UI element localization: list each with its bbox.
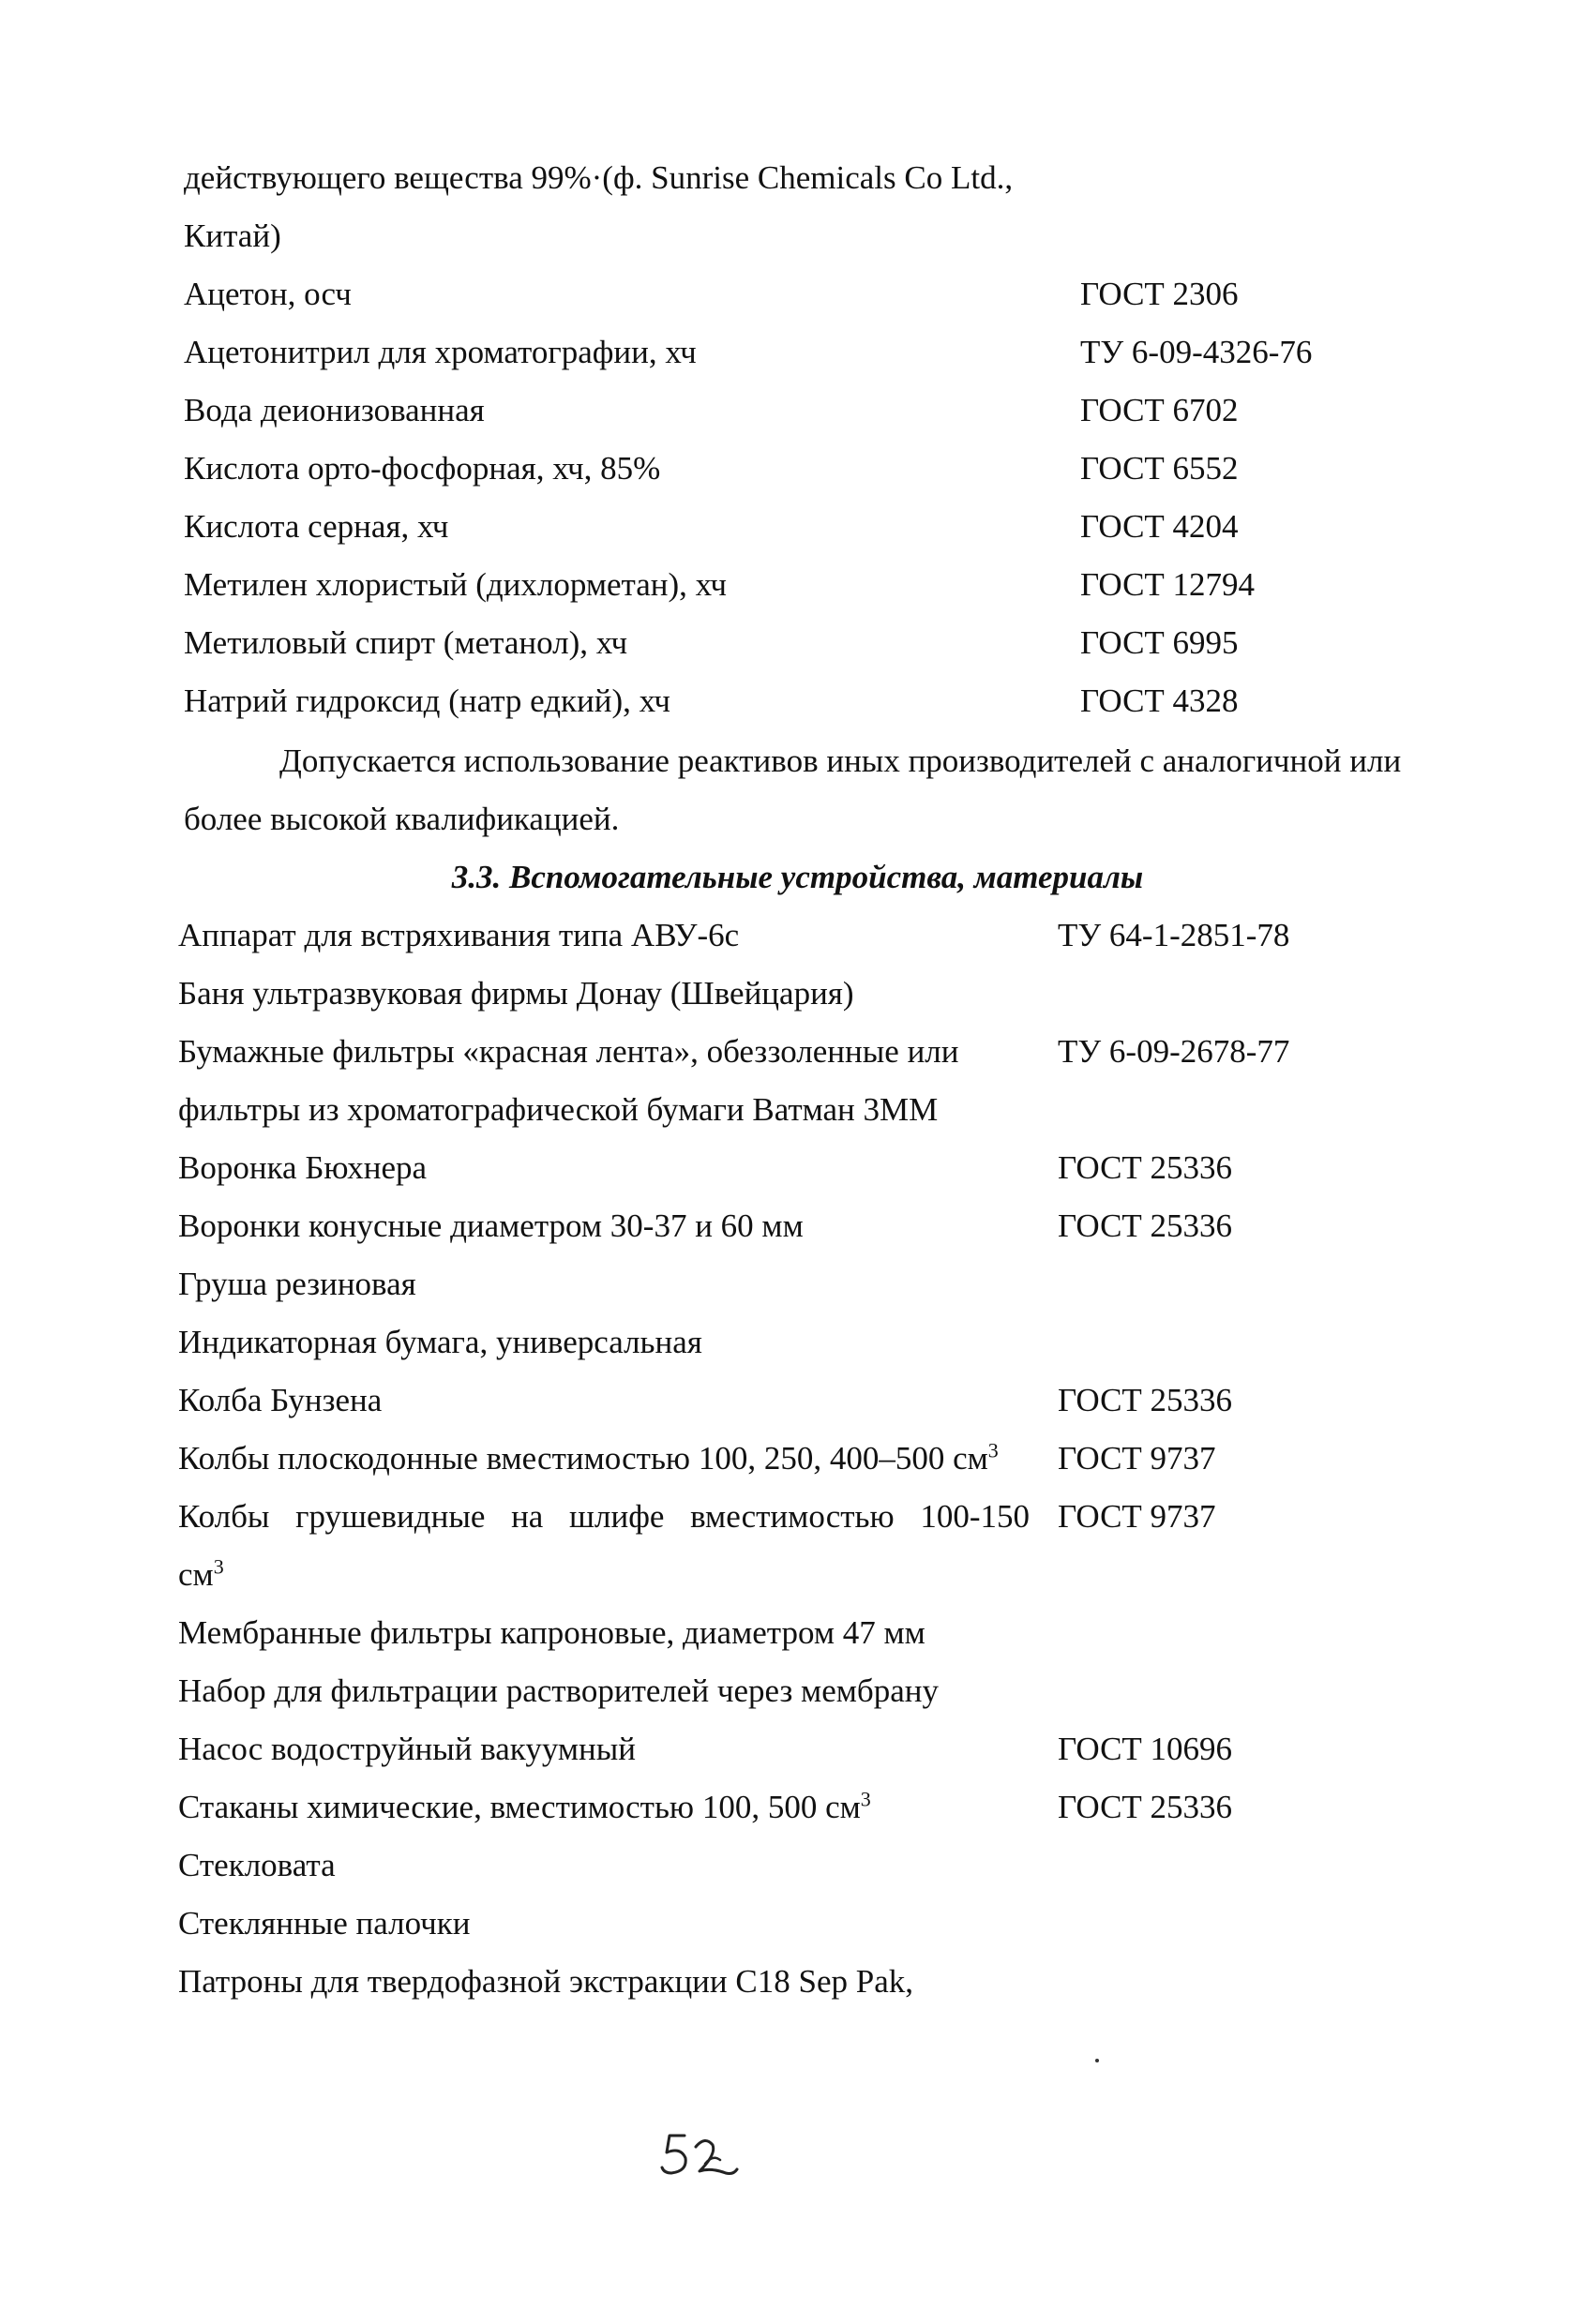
intro-line-1: действующего вещества 99%·(ф. Sunrise Chemicals Co Ltd., [184,159,1014,196]
note-line-1: Допускается использование реактивов иных производителей с аналогичной или [279,742,1402,779]
item-name: Набор для фильтрации растворителей через мембрану [178,1672,939,1709]
item-name: Кислота серная, хч [184,508,449,545]
item-name: Ацетон, осч [184,276,352,312]
item-name: Бумажные фильтры «красная лента», обеззоленные или [178,1033,959,1070]
item-name: Кислота орто-фосфорная, хч, 85% [184,450,661,487]
item-standard: ГОСТ 12794 [1080,566,1256,603]
item-name: Стеклянные палочки [178,1905,471,1942]
item-name: Насос водоструйный вакуумный [178,1731,636,1767]
item-name: Колба Бунзена [178,1382,383,1418]
superscript: 3 [213,1554,224,1579]
item-name: Метилен хлористый (дихлорметан), хч [184,566,728,603]
intro-line-2: Китай) [184,217,281,254]
item-name: Груша резиновая [178,1266,416,1302]
item-name: Мембранные фильтры капроновые, диаметром 47 мм [178,1614,925,1651]
item-name: Метиловый спирт (метанол), хч [184,624,628,661]
handwritten-page-number [656,2126,741,2182]
item-standard: ГОСТ 6995 [1080,624,1239,661]
item-name: Натрий гидроксид (натр едкий), хч [184,682,671,719]
item-word: 100-150 [920,1498,1030,1535]
item-standard: ТУ 64-1-2851-78 [1058,917,1290,953]
item-name: Ацетонитрил для хроматографии, хч [184,334,697,370]
item-name-text: Стаканы химические, вместимостью 100, 500 см [178,1789,861,1825]
item-name: Вода деионизованная [184,392,485,428]
item-standard: ГОСТ 10696 [1058,1731,1233,1767]
item-standard: ГОСТ 25336 [1058,1382,1233,1418]
item-word: шлифе [569,1498,665,1535]
section-heading: 3.3. Вспомогательные устройства, материалы [451,859,1144,895]
item-word: грушевидные [295,1498,486,1535]
item-standard: ТУ 6-09-4326-76 [1080,334,1313,370]
item-standard: ТУ 6-09-2678-77 [1058,1033,1290,1070]
item-standard: ГОСТ 25336 [1058,1207,1233,1244]
item-name: Воронка Бюхнера [178,1149,428,1186]
item-name: Баня ультразвуковая фирмы Донау (Швейцария) [178,975,854,1012]
item-standard: ГОСТ 6552 [1080,450,1239,487]
item-standard: ГОСТ 4328 [1080,682,1239,719]
item-name: Патроны для твердофазной экстракции С18 Sep Pak, [178,1963,913,2000]
item-standard: ГОСТ 9737 [1058,1498,1216,1535]
item-word: вместимостью [690,1498,895,1535]
item-name-justified [178,1500,1030,1533]
item-name: Аппарат для встряхивания типа АВУ-6с [178,917,740,953]
item-word: на [511,1498,544,1535]
item-standard: ГОСТ 2306 [1080,276,1239,312]
superscript: 3 [987,1438,999,1462]
item-name: Индикаторная бумага, универсальная [178,1324,702,1360]
item-name-text: Колбы плоскодонные вместимостью 100, 250, 400–500 см [178,1440,988,1477]
item-word: Колбы [178,1498,270,1535]
item-name [178,1787,871,1825]
item-name [178,1438,999,1477]
item-name: Стекловата [178,1847,336,1883]
item-standard: ГОСТ 25336 [1058,1149,1233,1186]
item-name-text: см [178,1556,214,1593]
note-line-2: более высокой квалификацией. [184,801,620,837]
item-standard: ГОСТ 6702 [1080,392,1239,428]
item-name [178,1554,224,1593]
superscript: 3 [860,1787,871,1811]
item-name: Воронки конусные диаметром 30-37 и 60 мм [178,1207,804,1244]
item-standard: ГОСТ 25336 [1058,1789,1233,1825]
item-name: фильтры из хроматографической бумаги Ватман 3ММ [178,1091,939,1128]
item-standard: ГОСТ 4204 [1080,508,1239,545]
item-standard: ГОСТ 9737 [1058,1440,1216,1477]
scan-speck [1095,2059,1099,2062]
